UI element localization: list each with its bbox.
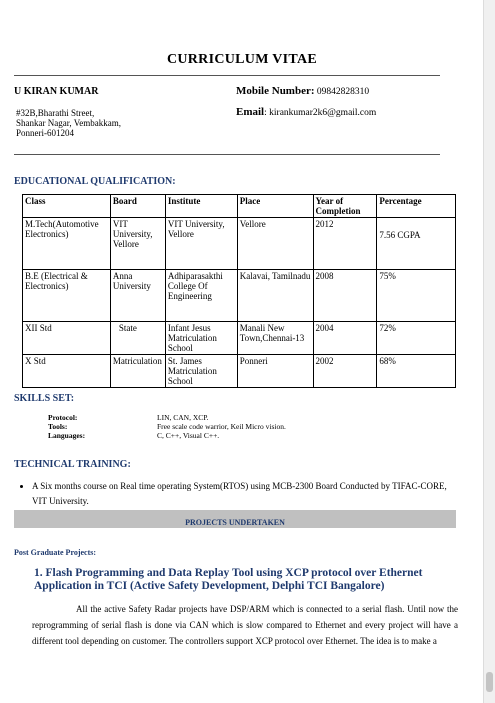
table-row — [23, 322, 456, 355]
table-header-row — [23, 195, 456, 218]
column-header: Institute — [165, 195, 237, 218]
table-row — [23, 218, 456, 270]
projects-subheading: Post Graduate Projects: — [14, 548, 97, 557]
table-cell: X Std — [23, 355, 111, 388]
table-cell: B.E (Electrical & Electronics) — [23, 270, 111, 322]
skill-label: Languages: — [48, 431, 86, 440]
table-row — [23, 355, 456, 388]
column-header: Place — [237, 195, 313, 218]
list-item — [48, 422, 286, 431]
address-line: Shankar Nagar, Vembakkam, — [16, 118, 121, 128]
skill-label: Tools: — [48, 422, 68, 431]
table-cell: Vellore — [237, 218, 313, 270]
skill-label: Protocol: — [48, 413, 78, 422]
divider-contact — [14, 154, 440, 155]
project-title: 1. Flash Programming and Data Replay Tool using XCP protocol over Ethernet Application in TCI (Active Safety Development, Delphi TCI Bangalore) — [34, 567, 423, 592]
table-row — [23, 270, 456, 322]
list-item — [48, 413, 286, 422]
table-cell: 75% — [377, 270, 456, 322]
table-cell: Ponneri — [237, 355, 313, 388]
table-cell: 72% — [377, 322, 456, 355]
table-cell: State — [110, 322, 165, 355]
address-block — [16, 108, 121, 138]
table-cell: 68% — [377, 355, 456, 388]
project-description-text: All the active Safety Radar projects have DSP/ARM which is connected to a serial flash. Until now the reprogramming of serial flash is done via CAN which is slow compared to Ethernet and every project will have a different tool depending on customer. The controllers support XCP protocol over Ethernet. The idea is to make a — [32, 604, 458, 646]
table-cell: XII Std — [23, 322, 111, 355]
document-title: CURRICULUM VITAE — [166, 52, 318, 67]
skill-value: LIN, CAN, XCP. — [157, 413, 209, 422]
divider-top — [14, 75, 440, 76]
vertical-scrollbar[interactable] — [483, 0, 495, 703]
mobile-row — [236, 85, 369, 97]
table-cell: St. James Matriculation School — [165, 355, 237, 388]
table-cell: 2012 — [313, 218, 377, 270]
skill-value: Free scale code warrior, Keil Micro vision. — [157, 422, 286, 431]
skills-list — [48, 413, 286, 440]
table-cell: M.Tech(Automotive Electronics) — [23, 218, 111, 270]
email-label: Email — [236, 106, 265, 118]
column-header: Class — [23, 195, 111, 218]
table-cell: Matriculation — [110, 355, 165, 388]
training-heading: TECHNICAL TRAINING: — [14, 459, 131, 470]
email-row — [236, 106, 376, 118]
list-item — [48, 431, 286, 440]
email-address[interactable]: : kirankumar2k6@gmail.com — [264, 108, 377, 118]
column-header: Board — [110, 195, 165, 218]
skills-heading: SKILLS SET: — [14, 393, 75, 404]
table-cell: Kalavai, Tamilnadu — [237, 270, 313, 322]
table-cell: 2002 — [313, 355, 377, 388]
column-header: Percentage — [377, 195, 456, 218]
skill-value: C, C++, Visual C++. — [157, 431, 220, 440]
table-cell: 7.56 CGPA — [377, 218, 456, 270]
table-cell: VIT University, Vellore — [110, 218, 165, 270]
address-line: #32B,Bharathi Street, — [16, 108, 95, 118]
scrollbar-thumb[interactable] — [486, 672, 493, 692]
mobile-label: Mobile Number: — [236, 85, 315, 97]
table-cell: 2004 — [313, 322, 377, 355]
table-cell: 2008 — [313, 270, 377, 322]
table-cell: Infant Jesus Matriculation School — [165, 322, 237, 355]
project-description — [32, 601, 458, 649]
candidate-name: U KIRAN KUMAR — [14, 86, 99, 97]
mobile-number: 09842828310 — [316, 87, 370, 97]
column-header: Year of Completion — [313, 195, 377, 218]
training-list — [20, 479, 460, 509]
list-item: • A Six months course on Real time operating System(RTOS) using MCB-2300 Board Conducted by TIFAC-CORE, VIT University. — [32, 479, 460, 509]
address-line: Ponneri-601204 — [16, 128, 74, 138]
table-cell: Manali New Town,Chennai-13 — [237, 322, 313, 355]
education-heading: EDUCATIONAL QUALIFICATION: — [14, 176, 176, 187]
projects-bar: PROJECTS UNDERTAKEN — [14, 510, 456, 528]
education-table — [22, 194, 456, 388]
table-cell: Anna University — [110, 270, 165, 322]
table-cell: Adhiparasakthi College Of Engineering — [165, 270, 237, 322]
table-cell: VIT University, Vellore — [165, 218, 237, 270]
